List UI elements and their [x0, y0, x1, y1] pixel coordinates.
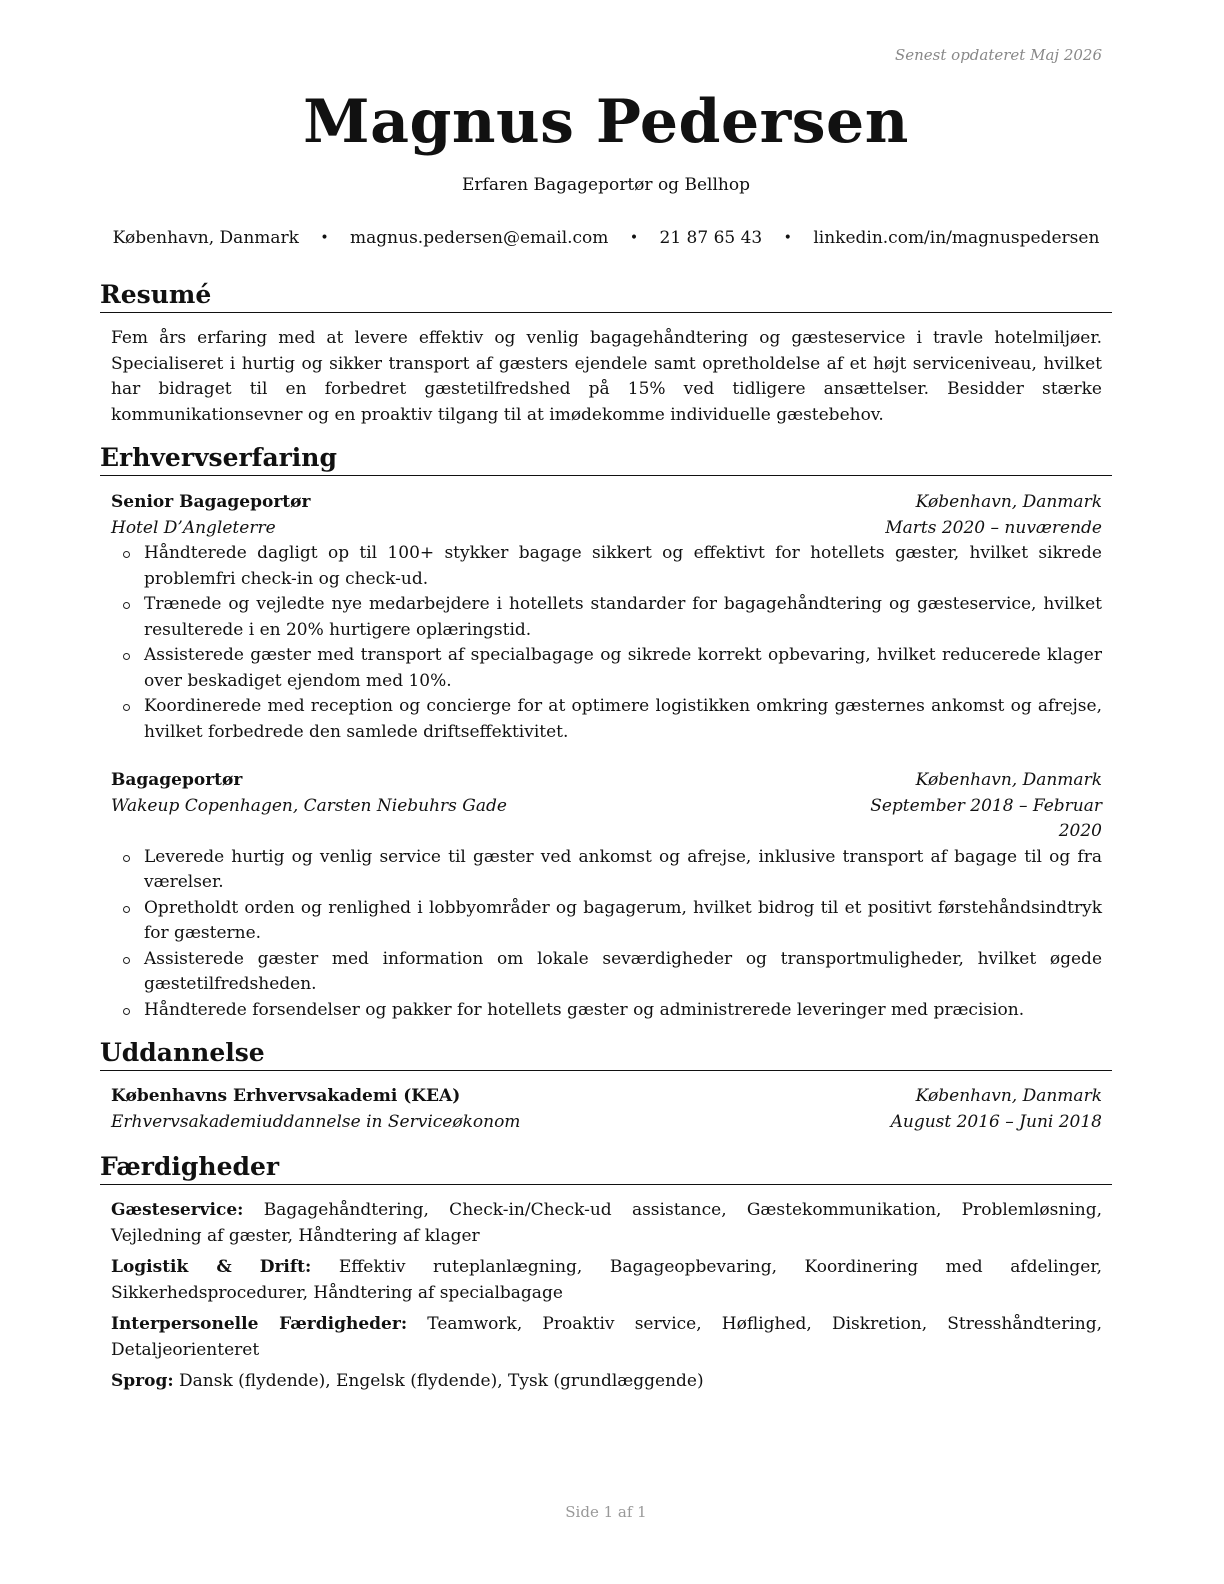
- section-title-summary: Resumé: [100, 280, 1112, 313]
- bullet-circle-icon: [123, 855, 130, 862]
- resume-page: [100, 0, 1112, 1584]
- job-company: Wakeup Copenhagen, Carsten Niebuhrs Gade: [111, 795, 507, 816]
- education-location: København, Danmark: [915, 1086, 1102, 1106]
- job-title: Senior Bagageportør: [111, 492, 311, 512]
- separator-dot: •: [629, 230, 639, 246]
- candidate-name: Magnus Pedersen: [303, 87, 909, 157]
- contact-location: København, Danmark: [112, 228, 299, 248]
- skill-text: Teamwork, Proaktiv service, Høflighed, Diskretion, Stresshåndtering, Detaljeorienteret: [111, 1314, 1102, 1360]
- section-title-education: Uddannelse: [100, 1038, 1112, 1071]
- skill-row: [111, 1255, 1102, 1306]
- bullet-text: Assisterede gæster med information om lokale seværdigheder og transportmuligheder, hvilket øgede gæstetilfredsheden.: [144, 948, 1102, 994]
- bullet-circle-icon: [123, 704, 130, 711]
- list-item: [111, 845, 1102, 896]
- education-entry: [111, 1084, 1102, 1135]
- skill-row: [111, 1369, 1102, 1395]
- list-item: [111, 896, 1102, 947]
- job-dates: September 2018 – Februar 2020: [870, 795, 1102, 841]
- bullet-circle-icon: [123, 906, 130, 913]
- job-dates: Marts 2020 – nuværende: [885, 517, 1102, 538]
- bullet-text: Koordinerede med reception og concierge for at optimere logistikken omkring gæsternes ankomst og afrejse, hvilket forbedrede den samlede driftseffektivitet.: [144, 696, 1102, 742]
- education-degree: Erhvervsakademiuddannelse in Serviceøkonom: [111, 1111, 521, 1132]
- bullet-text: Leverede hurtig og venlig service til gæster ved ankomst og afrejse, inklusive transport af bagage til og fra værelser.: [144, 846, 1102, 892]
- job-bullets: [111, 845, 1102, 1024]
- separator-dot: •: [783, 230, 792, 246]
- headline: Erfaren Bagageportør og Bellhop: [462, 175, 750, 195]
- list-item: [111, 998, 1102, 1024]
- job-bullets: [111, 541, 1102, 745]
- last-updated: Senest opdateret Maj 2026: [894, 46, 1102, 64]
- bullet-text: Opretholdt orden og renlighed i lobbyområder og bagagerum, hvilket bidrog til et positivt førstehåndsindtryk for gæsterne.: [144, 897, 1102, 943]
- separator-dot: •: [320, 230, 329, 246]
- bullet-circle-icon: [123, 602, 130, 609]
- contact-phone: 21 87 65 43: [659, 228, 763, 248]
- skill-text: Dansk (flydende), Engelsk (flydende), Tysk (grundlæggende): [179, 1371, 704, 1391]
- education-dates: August 2016 – Juni 2018: [890, 1111, 1102, 1132]
- list-item: [111, 643, 1102, 694]
- job-company: Hotel D’Angleterre: [111, 517, 276, 538]
- job-title: Bagageportør: [111, 770, 243, 790]
- skills-list: [111, 1198, 1102, 1401]
- skill-label: Logistik & Drift:: [111, 1257, 312, 1277]
- job-location: København, Danmark: [915, 492, 1102, 512]
- job-location: København, Danmark: [915, 770, 1102, 790]
- bullet-circle-icon: [123, 653, 130, 660]
- skill-label: Sprog:: [111, 1371, 174, 1391]
- skill-label: Interpersonelle Færdigheder:: [111, 1314, 408, 1334]
- education-school: Københavns Erhvervsakademi (KEA): [111, 1086, 461, 1106]
- contact-line: [100, 228, 1112, 248]
- bullet-text: Håndterede dagligt op til 100+ stykker bagage sikkert og effektivt for hotellets gæster, hvilket sikrede problemfri check-in og check-ud.: [144, 543, 1102, 589]
- list-item: [111, 541, 1102, 592]
- skill-row: [111, 1198, 1102, 1249]
- job-entry: [111, 768, 1102, 1023]
- job-entry: [111, 490, 1102, 745]
- contact-email[interactable]: magnus.pedersen@email.com: [350, 228, 609, 248]
- skill-label: Gæsteservice:: [111, 1200, 244, 1220]
- section-title-experience: Erhvervserfaring: [100, 443, 1112, 476]
- bullet-circle-icon: [123, 551, 130, 558]
- bullet-text: Håndterede forsendelser og pakker for hotellets gæster og administrerede leveringer med præcision.: [144, 999, 1025, 1020]
- bullet-text: Assisterede gæster med transport af specialbagage og sikrede korrekt opbevaring, hvilket reducerede klager over beskadiget ejendom med 10%.: [144, 645, 1102, 691]
- contact-linkedin[interactable]: linkedin.com/in/magnuspedersen: [813, 228, 1100, 248]
- page-number: Side 1 af 1: [565, 1503, 647, 1521]
- bullet-circle-icon: [123, 1008, 130, 1015]
- skill-row: [111, 1312, 1102, 1363]
- bullet-circle-icon: [123, 957, 130, 964]
- list-item: [111, 694, 1102, 745]
- skill-text: Bagagehåndtering, Check-in/Check-ud assistance, Gæstekommunikation, Problemløsning, Vejledning af gæster, Håndtering af klager: [111, 1200, 1102, 1246]
- list-item: [111, 592, 1102, 643]
- summary-paragraph: Fem års erfaring med at levere effektiv og venlig bagagehåndtering og gæsteservice i travle hotelmiljøer. Specialiseret i hurtig og sikker transport af gæsters ejendele samt opretholdelse af et højt serviceniveau, hvilket har bidraget til en forbedret gæstetilfredshed på 15% ved tidligere ansættelser. Besidder stærke kommunikationsevner og en proaktiv tilgang til at imødekomme individuelle gæstebehov.: [111, 328, 1102, 425]
- bullet-text: Trænede og vejledte nye medarbejdere i hotellets standarder for bagagehåndtering og gæsteservice, hvilket resulterede i en 20% hurtigere oplæringstid.: [144, 594, 1102, 640]
- skill-text: Effektiv ruteplanlægning, Bagageopbevaring, Koordinering med afdelinger, Sikkerhedsprocedurer, Håndtering af specialbagage: [111, 1257, 1102, 1303]
- list-item: [111, 947, 1102, 998]
- section-title-skills: Færdigheder: [100, 1152, 1112, 1185]
